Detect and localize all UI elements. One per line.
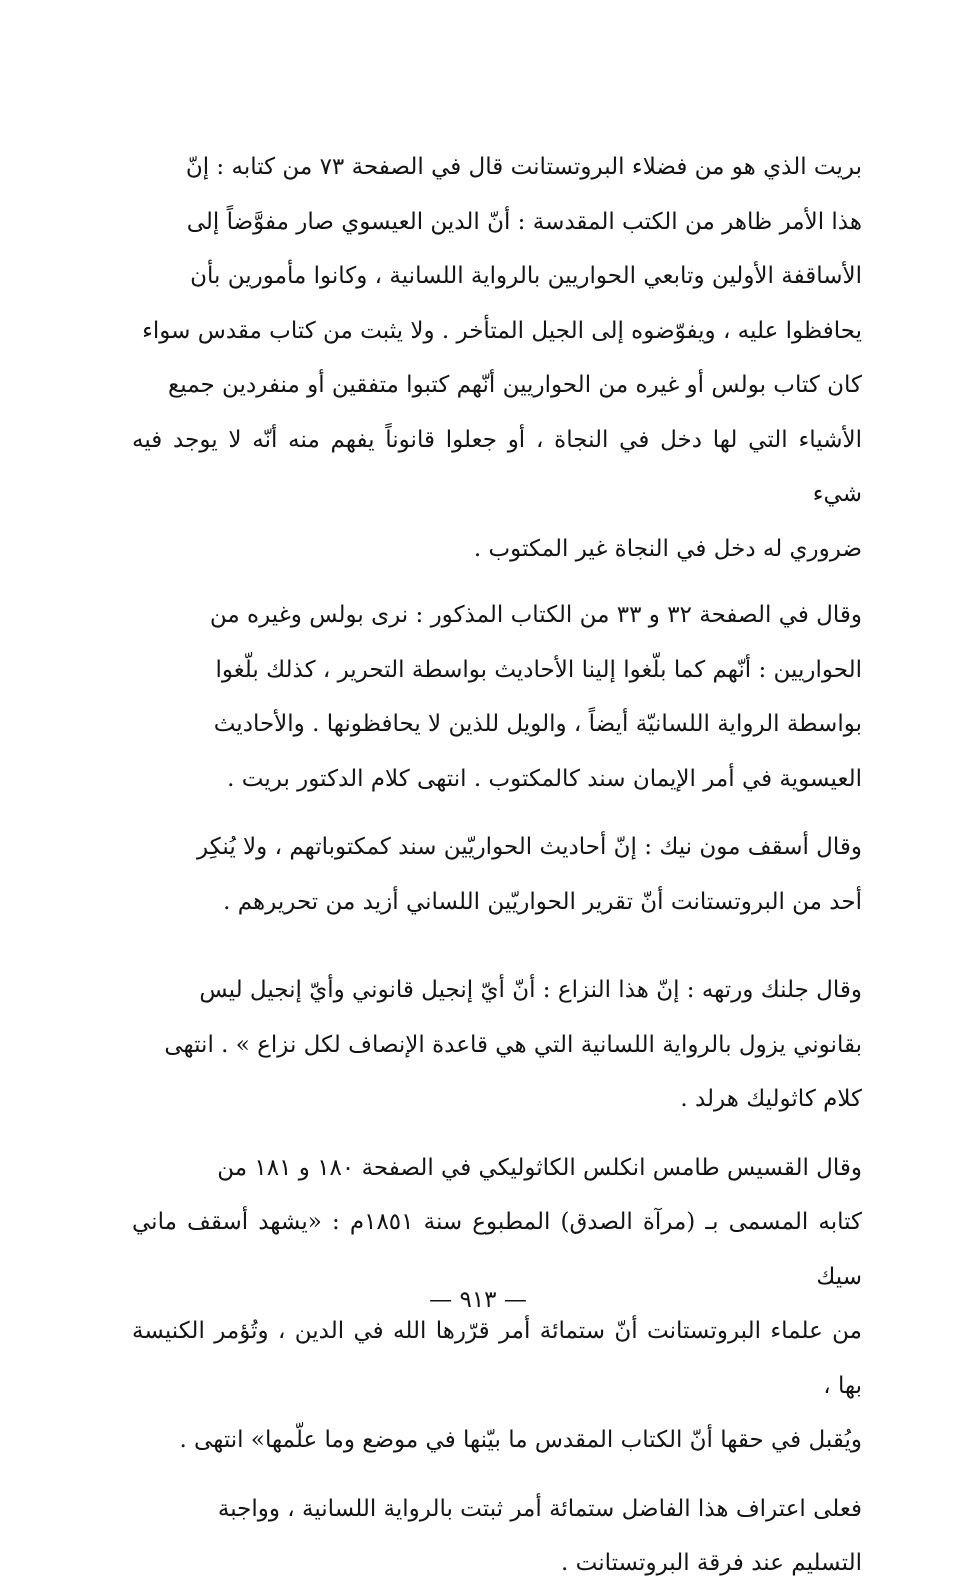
paragraph-gap (132, 1127, 862, 1141)
page-number: — ٩١٣ — (429, 1287, 527, 1313)
paragraph-gap (132, 576, 862, 588)
paragraph-conclusion: فعلى اعتراف هذا الفاضل ستمائة أمر ثبتت بالرواية اللسانية ، وواجبة التسليم عند فرقة البروتستانت . (217, 1495, 862, 1576)
paragraph-gap (132, 929, 862, 963)
paragraph-brett-quote: بريت الذي هو من فضلاء البروتستانت قال في الصفحة ٧٣ من كتابه : إنّ هذا الأمر ظاهر من الكتب المقدسة : أنّ الدين العيسوي صار مفوَّضاً إلى الأساقفة الأولين وتابعي الحواريين بالرواية اللسانية ، وكانوا مأمورين بأن يحافظوا عليه ، ويفوّضوه إلى الجيل المتأخر . ولا يثبت من كتاب مقدس سواء كان كتاب بولس أو غيره من الحواريين أنّهم كتبوا متفقين أو منفردين جميع الأشياء التي لها دخل في النجاة ، أو جعلوا قانوناً يفهم منه أنّه لا يوجد فيه شيء ضروري له دخل في النجاة غير المكتوب . (132, 154, 862, 562)
paragraph-gap (132, 806, 862, 820)
body-text (132, 140, 862, 1591)
paragraph-bishop-quote: وقال أسقف مون نيك : إنّ أحاديث الحواريّين سند كمكتوباتهم ، ولا يُنكِر أحد من البروتستانت أنّ تقرير الحواريّين اللساني أزيد من تحريرهم . (197, 834, 862, 915)
paragraph-page-32-33: وقال في الصفحة ٣٢ و ٣٣ من الكتاب المذكور : نرى بولس وغيره من الحواريين : أنّهم كما بلّغوا إلينا الأحاديث بواسطة التحرير ، كذلك بلّغوا بواسطة الرواية اللسانيّة أيضاً ، والويل للذين لا يحافظونها . والأحاديث العيسوية في أمر الإيمان سند كالمكتوب . انتهى كلام الدكتور بريت . (209, 602, 862, 792)
paragraph-catholic-herald: وقال جلنك ورتهه : إنّ هذا النزاع : أنّ أيّ إنجيل قانوني وأيّ إنجيل ليس بقانوني يزول بالرواية اللسانية التي هي قاعدة الإنصاف لكل نزاع » . انتهى كلام كاثوليك هرلد . (164, 977, 862, 1112)
paragraph-mirror-of-truth: وقال القسيس طامس انكلس الكاثوليكي في الصفحة ١٨٠ و ١٨١ من كتابه المسمى بـ (مرآة الصدق) المطبوع سنة ١٨٥١م : «يشهد أسقف ماني سيك من علماء البروتستانت أنّ ستمائة أمر قرّرها الله في الدين ، وتُؤمر الكنيسة بها ، ويُقبل في حقها أنّ الكتاب المقدس ما بيّنها في موضع وما علّمها» انتهى . (132, 1154, 863, 1453)
paragraph-gap (132, 1468, 862, 1482)
